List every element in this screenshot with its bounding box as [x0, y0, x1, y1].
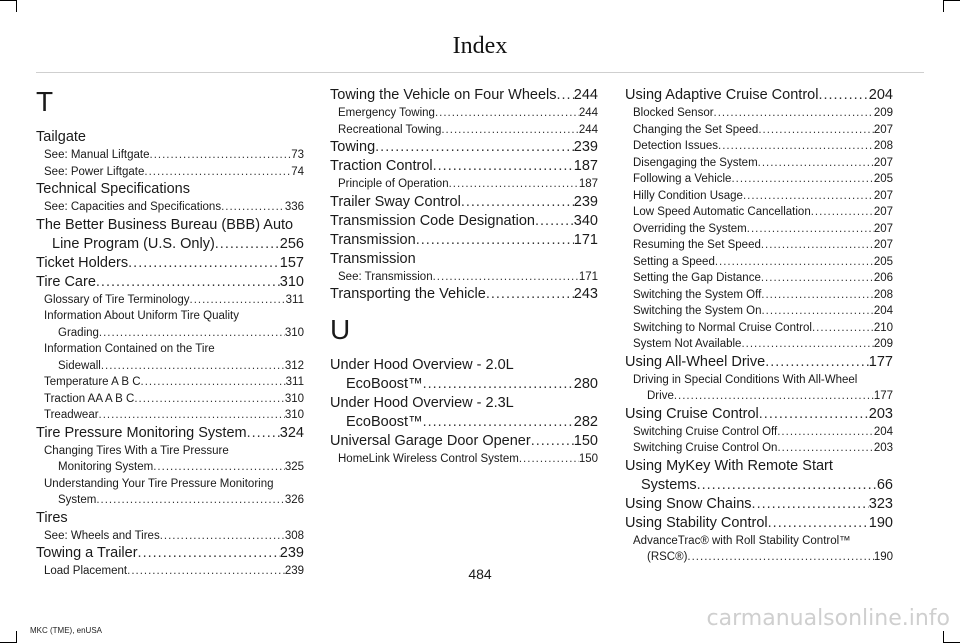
dot-leader — [423, 413, 574, 432]
index-entry[interactable] — [36, 180, 304, 199]
index-subentry[interactable] — [625, 533, 893, 566]
dot-leader — [190, 292, 286, 309]
dot-leader — [768, 514, 869, 533]
page-ref: 243 — [573, 286, 598, 302]
page-ref: 190 — [868, 514, 893, 531]
entry-label: Traction AA A B C — [44, 392, 135, 405]
page-ref: 326 — [284, 494, 304, 506]
dot-leader — [765, 353, 869, 372]
entry-label: Tire Care — [36, 273, 96, 290]
page-ref: 324 — [279, 424, 304, 441]
index-subentry[interactable] — [36, 199, 304, 216]
dot-leader — [731, 171, 873, 188]
index-subentry[interactable] — [625, 303, 893, 320]
page-ref: 187 — [578, 178, 598, 190]
entry-label: System Not Available — [633, 338, 742, 350]
dot-leader — [375, 138, 574, 157]
entry-label: Using Snow Chains — [625, 495, 752, 512]
index-subentry[interactable] — [625, 155, 893, 172]
entry-label: Towing — [330, 139, 376, 155]
entry-label: Recreational Towing — [338, 123, 442, 136]
dot-leader — [519, 451, 579, 468]
index-entry[interactable] — [36, 273, 304, 292]
index-subentry[interactable] — [36, 164, 304, 181]
index-entry[interactable] — [330, 250, 598, 269]
index-subentry[interactable] — [625, 188, 893, 205]
entry-label: See: Manual Liftgate — [44, 149, 150, 161]
dot-leader — [416, 231, 574, 250]
index-subentry[interactable] — [330, 451, 598, 468]
index-subentry[interactable] — [36, 391, 304, 408]
dot-leader — [141, 374, 286, 391]
page-ref: 205 — [873, 173, 893, 185]
index-column-1 — [36, 86, 304, 580]
entry-label: Line Program (U.S. Only) — [52, 235, 215, 252]
dot-leader — [435, 105, 579, 122]
dot-leader — [128, 254, 280, 273]
page-title: Index — [452, 33, 508, 59]
entry-label: Temperature A B C — [44, 376, 141, 388]
index-subentry[interactable] — [36, 292, 304, 309]
dot-leader — [99, 325, 285, 342]
dot-leader — [557, 86, 574, 105]
entry-label: Resuming the Set Speed — [633, 239, 761, 251]
dot-leader — [761, 270, 874, 287]
index-subentry[interactable] — [625, 287, 893, 304]
entry-label: Changing the Set Speed — [633, 123, 759, 136]
dot-leader — [777, 424, 874, 441]
section-letter: U — [330, 314, 351, 345]
dot-leader — [99, 407, 285, 424]
dot-leader — [486, 285, 574, 304]
entry-label: Hilly Condition Usage — [633, 189, 743, 202]
watermark: carmanualsonline.info — [706, 606, 950, 631]
page-ref: 73 — [291, 149, 304, 161]
entry-label: Towing the Vehicle on Four Wheels — [330, 87, 557, 103]
entry-label: Under Hood Overview - 2.0L — [330, 357, 514, 373]
dot-leader — [247, 424, 280, 443]
entry-label: Sidewall — [58, 359, 101, 372]
page-ref: 204 — [868, 87, 893, 103]
index-subentry[interactable] — [625, 138, 893, 155]
page-ref: 336 — [284, 201, 304, 213]
entry-label: See: Transmission — [338, 270, 433, 283]
index-entry[interactable] — [36, 509, 304, 528]
index-entry[interactable] — [36, 128, 304, 147]
page-ref: 177 — [873, 390, 893, 402]
dot-leader — [761, 287, 874, 304]
index-subentry[interactable] — [330, 122, 598, 139]
dot-leader — [758, 122, 873, 139]
crop-mark — [944, 0, 960, 1]
crop-mark — [943, 631, 944, 643]
index-subentry[interactable] — [36, 308, 304, 341]
page-ref: 311 — [285, 376, 304, 388]
index-entry[interactable] — [330, 193, 598, 212]
page-ref: 312 — [284, 359, 304, 372]
entry-label: Load Placement — [44, 565, 128, 577]
index-subentry[interactable] — [36, 528, 304, 545]
page-ref: 66 — [876, 476, 893, 493]
entry-label: Trailer Sway Control — [330, 193, 461, 210]
page-ref: 310 — [284, 392, 304, 405]
index-subentry[interactable] — [625, 440, 893, 457]
index-entry[interactable] — [625, 495, 893, 514]
dot-leader — [761, 303, 873, 320]
dot-leader — [144, 164, 291, 181]
entry-label: Information Contained on the Tire — [44, 343, 215, 355]
index-subentry[interactable] — [625, 237, 893, 254]
entry-label: Towing a Trailer — [36, 545, 138, 561]
page-ref: 208 — [873, 140, 893, 152]
dot-leader — [433, 157, 574, 176]
dot-leader — [449, 176, 579, 193]
entry-label: Universal Garage Door Opener — [330, 433, 531, 449]
page-ref: 150 — [573, 433, 598, 449]
index-subentry[interactable] — [625, 171, 893, 188]
index-entry[interactable] — [330, 157, 598, 176]
entry-label: Low Speed Automatic Cancellation — [633, 206, 811, 218]
page-ref: 150 — [578, 453, 598, 465]
dot-leader — [758, 155, 874, 172]
entry-label: Ticket Holders — [36, 254, 129, 271]
page-ref: 203 — [873, 442, 893, 454]
index-entry[interactable] — [36, 544, 304, 563]
dot-leader — [812, 320, 874, 337]
dot-leader — [818, 86, 868, 105]
page-ref: 207 — [873, 189, 893, 202]
dot-leader — [96, 492, 284, 509]
entry-label: Emergency Towing — [338, 107, 435, 119]
dot-leader — [441, 122, 578, 139]
page-ref: 208 — [873, 288, 893, 301]
page-ref: 177 — [868, 353, 893, 370]
index-subentry[interactable] — [625, 424, 893, 441]
index-entry[interactable] — [625, 514, 893, 533]
page-ref: 239 — [573, 139, 598, 155]
index-subentry[interactable] — [625, 254, 893, 271]
index-entry[interactable] — [625, 457, 893, 495]
entry-label: EcoBoost™ — [346, 376, 423, 392]
page-ref: 187 — [573, 158, 598, 174]
entry-label: Technical Specifications — [36, 181, 190, 197]
page-ref: 311 — [285, 293, 304, 306]
page-ref: 280 — [573, 376, 598, 392]
dot-leader — [160, 528, 285, 545]
page-ref: 207 — [873, 123, 893, 136]
page-ref: 244 — [573, 87, 598, 103]
page-ref: 256 — [279, 235, 304, 252]
index-subentry[interactable] — [625, 270, 893, 287]
page-ref: 325 — [284, 461, 304, 473]
page-ref: 310 — [284, 326, 304, 339]
index-subentry[interactable] — [625, 320, 893, 337]
page-ref: 239 — [284, 565, 304, 577]
page-ref: 207 — [873, 156, 893, 169]
dot-leader — [759, 405, 869, 424]
entry-label: Tires — [36, 509, 68, 526]
index-entry[interactable] — [625, 405, 893, 424]
entry-label: Switching Cruise Control On — [633, 442, 778, 454]
dot-leader — [138, 544, 280, 563]
index-entry[interactable] — [330, 231, 598, 250]
document-code: MKC (TME), enUSA — [30, 626, 103, 635]
dot-leader — [531, 432, 574, 451]
index-entry[interactable] — [625, 86, 893, 105]
index-entry[interactable] — [330, 432, 598, 451]
entry-label: The Better Business Bureau (BBB) Auto — [36, 216, 294, 233]
page-ref: 323 — [868, 495, 893, 512]
page-ref: 74 — [291, 165, 304, 178]
index-entry[interactable] — [330, 285, 598, 304]
entry-label: Overriding the System — [633, 222, 747, 235]
index-subentry[interactable] — [330, 176, 598, 193]
index-entry[interactable] — [330, 356, 598, 394]
page-ref: 207 — [873, 239, 893, 251]
index-subentry[interactable] — [330, 269, 598, 286]
crop-mark — [943, 0, 944, 12]
entry-label: Using All-Wheel Drive — [625, 353, 766, 370]
entry-label: Information About Uniform Tire Quality — [44, 310, 239, 322]
entry-label: EcoBoost™ — [346, 414, 423, 430]
entry-label: Understanding Your Tire Pressure Monitoring — [44, 477, 274, 490]
entry-label: Transporting the Vehicle — [330, 286, 486, 302]
crop-mark — [16, 631, 17, 643]
entry-label: Blocked Sensor — [633, 107, 714, 119]
entry-label: Principle of Operation — [338, 178, 449, 190]
entry-label: Transmission Code Designation — [330, 212, 535, 229]
dot-leader — [761, 237, 874, 254]
index-entry[interactable] — [625, 353, 893, 372]
index-entry[interactable] — [330, 394, 598, 432]
page-ref: 210 — [873, 321, 893, 334]
entry-label: See: Capacities and Specifications — [44, 201, 222, 213]
entry-label: Monitoring System — [58, 461, 154, 473]
index-subentry[interactable] — [625, 105, 893, 122]
dot-leader — [674, 388, 874, 405]
dot-leader — [715, 254, 874, 271]
entry-label: Glossary of Tire Terminology — [44, 293, 190, 306]
index-subentry[interactable] — [36, 374, 304, 391]
dot-leader — [811, 204, 874, 221]
index-subentry[interactable] — [36, 407, 304, 424]
dot-leader — [697, 476, 877, 495]
entry-label: Using Adaptive Cruise Control — [625, 87, 819, 103]
entry-label: Tailgate — [36, 129, 86, 145]
entry-label: Drive — [647, 390, 674, 402]
dot-leader — [747, 221, 874, 238]
index-entry[interactable] — [330, 86, 598, 105]
entry-label: Treadwear — [44, 409, 99, 421]
page-ref: 204 — [873, 305, 893, 317]
dot-leader — [743, 188, 874, 205]
entry-label: Following a Vehicle — [633, 173, 732, 185]
page-number: 484 — [468, 566, 492, 582]
index-entry[interactable] — [36, 254, 304, 273]
dot-leader — [96, 273, 280, 292]
index-entry[interactable] — [36, 424, 304, 443]
entry-label: Disengaging the System — [633, 156, 758, 169]
page-ref: 239 — [279, 545, 304, 561]
title-divider — [36, 72, 924, 73]
page-ref: 171 — [573, 231, 598, 248]
entry-label: Using Stability Control — [625, 514, 768, 531]
page-ref: 171 — [578, 270, 598, 283]
index-subentry[interactable] — [625, 336, 893, 353]
index-entry[interactable] — [330, 138, 598, 157]
crop-mark — [16, 0, 17, 12]
entry-label: Setting the Gap Distance — [633, 272, 761, 284]
page-ref: 340 — [573, 212, 598, 229]
page-ref: 244 — [578, 123, 598, 136]
dot-leader — [423, 375, 574, 394]
dot-leader — [150, 147, 292, 164]
page-ref: 203 — [868, 405, 893, 422]
entry-label: (RSC®) — [647, 551, 688, 563]
dot-leader — [101, 358, 285, 375]
entry-label: Changing Tires With a Tire Pressure — [44, 444, 229, 457]
index-subentry[interactable] — [36, 476, 304, 509]
index-subentry[interactable] — [36, 341, 304, 374]
entry-label: Tire Pressure Monitoring System — [36, 424, 247, 441]
dot-leader — [777, 440, 873, 457]
dot-leader — [134, 391, 284, 408]
entry-label: Driving in Special Conditions With All-Wheel — [633, 373, 858, 386]
dot-leader — [221, 199, 285, 216]
entry-label: Grading — [58, 326, 99, 339]
index-subentry[interactable] — [625, 372, 893, 405]
section-letter: T — [36, 86, 54, 117]
entry-label: Using MyKey With Remote Start — [625, 457, 833, 474]
dot-leader — [741, 336, 873, 353]
entry-label: Switching the System Off — [633, 288, 762, 301]
page-ref: 209 — [873, 338, 893, 350]
page-ref: 207 — [873, 206, 893, 218]
dot-leader — [215, 235, 280, 254]
entry-label: Switching Cruise Control Off — [633, 425, 778, 438]
page-ref: 204 — [873, 425, 893, 438]
entry-label: HomeLink Wireless Control System — [338, 453, 519, 465]
entry-label: System — [58, 494, 97, 506]
page-ref: 209 — [873, 107, 893, 119]
entry-label: Setting a Speed — [633, 255, 715, 268]
page-ref: 205 — [873, 255, 893, 268]
page-ref: 157 — [279, 254, 304, 271]
page-ref: 310 — [284, 409, 304, 421]
index-subentry[interactable] — [36, 147, 304, 164]
index-subentry[interactable] — [625, 122, 893, 139]
entry-label: Using Cruise Control — [625, 405, 759, 422]
dot-leader — [687, 549, 873, 566]
entry-label: Transmission — [330, 250, 416, 267]
page-ref: 206 — [873, 272, 893, 284]
dot-leader — [714, 105, 874, 122]
page-ref: 282 — [573, 414, 598, 430]
entry-label: AdvanceTrac® with Roll Stability Control™ — [633, 534, 851, 547]
dot-leader — [153, 459, 285, 476]
index-column-2 — [330, 86, 598, 468]
dot-leader — [718, 138, 874, 155]
index-subentry[interactable] — [330, 105, 598, 122]
page-ref: 190 — [873, 551, 893, 563]
entry-label: Switching the System On — [633, 305, 762, 317]
dot-leader — [433, 269, 579, 286]
dot-leader — [461, 193, 574, 212]
page-ref: 308 — [284, 529, 304, 542]
entry-label: Transmission — [330, 231, 416, 248]
page-ref: 239 — [573, 193, 598, 210]
dot-leader — [535, 212, 574, 231]
index-subentry[interactable] — [36, 443, 304, 476]
index-entry[interactable] — [330, 212, 598, 231]
index-entry[interactable] — [36, 216, 304, 254]
dot-leader — [752, 495, 869, 514]
entry-label: See: Wheels and Tires — [44, 529, 160, 542]
entry-label: Traction Control — [330, 158, 433, 174]
page-ref: 310 — [279, 273, 304, 290]
entry-label: Systems — [641, 476, 697, 493]
index-subentry[interactable] — [625, 221, 893, 238]
index-subentry[interactable] — [625, 204, 893, 221]
entry-label: Detection Issues — [633, 140, 719, 152]
page-ref: 244 — [578, 107, 598, 119]
crop-mark — [0, 0, 16, 1]
entry-label: Switching to Normal Cruise Control — [633, 321, 812, 334]
index-column-3 — [625, 86, 893, 566]
entry-label: Under Hood Overview - 2.3L — [330, 395, 514, 411]
page-ref: 207 — [873, 222, 893, 235]
entry-label: See: Power Liftgate — [44, 165, 145, 178]
